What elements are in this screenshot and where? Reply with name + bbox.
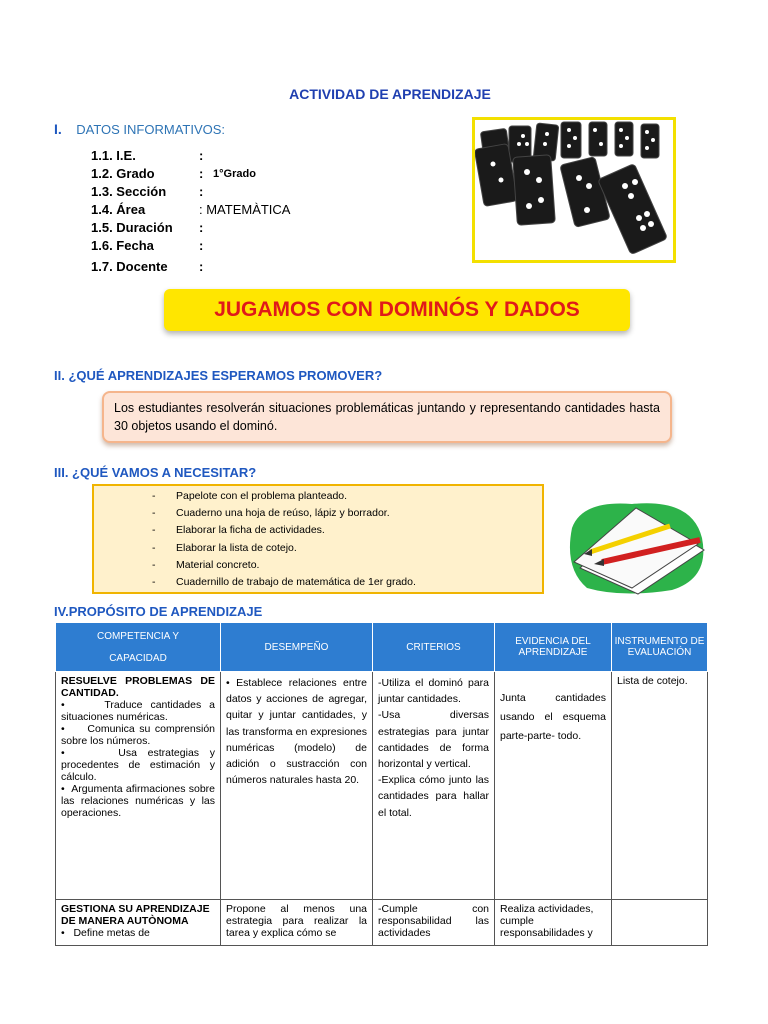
table-row [56, 672, 708, 900]
info-key: 1.3. Sección [91, 184, 167, 199]
list-item: • Define metas de [61, 927, 150, 939]
document-title: ACTIVIDAD DE APRENDIZAJE [289, 86, 491, 102]
info-colon: : [199, 184, 204, 199]
section-number: I. [54, 121, 62, 137]
list-item: • Comunica su comprensión sobre los números. [61, 723, 215, 747]
section-datos-informativos [54, 121, 225, 139]
cell-evidencia: Realiza actividades, cumple responsabilidades y [495, 900, 612, 946]
header-evidencia: EVIDENCIA DEL APRENDIZAJE [495, 623, 612, 672]
info-key: 1.5. Duración [91, 220, 173, 235]
info-colon: : [199, 148, 204, 163]
table-row [56, 900, 708, 946]
cell-evidencia: Junta cantidades usando el esquema parte-parte- todo. [495, 672, 612, 900]
list-item: • Traduce cantidades a situaciones numéricas. [61, 699, 216, 723]
info-key: 1.1. I.E. [91, 148, 136, 163]
activity-title: JUGAMOS CON DOMINÓS Y DADOS [214, 298, 580, 321]
section-label: DATOS INFORMATIVOS: [76, 122, 226, 137]
cell-desempeno: Propone al menos una estrategia para realizar la tarea y explica cómo se [221, 900, 373, 946]
list-item: - Cuadernillo de trabajo de matemática de 1er grado. [152, 575, 416, 588]
dominoes-image [472, 117, 676, 263]
header-instrumento: INSTRUMENTO DE EVALUACIÓN [612, 623, 708, 672]
aprendizaje-box: Los estudiantes resolverán situaciones problemáticas juntando y representando cantidades hasta 30 objetos usando el dominó. [102, 391, 672, 443]
cell-competencia: GESTIONA SU APRENDIZAJE DE MANERA AUTÒNOMA • Define metas de [56, 900, 221, 946]
materials-list [94, 486, 542, 593]
info-value: : MATEMÀTICA [199, 202, 291, 217]
section-aprendizajes-heading: II. ¿QUÉ APRENDIZAJES ESPERAMOS PROMOVER? [54, 368, 383, 383]
list-item: • Argumenta afirmaciones sobre las relaciones numéricas y las operaciones. [61, 783, 215, 819]
info-key: 1.4. Área [91, 202, 146, 217]
list-item: - Material concreto. [152, 558, 260, 571]
cell-criterios: -Cumple con responsabilidad las actividades [373, 900, 495, 946]
cell-instrumento [612, 900, 708, 946]
cell-instrumento: Lista de cotejo. [612, 672, 708, 900]
info-key: 1.7. Docente [91, 259, 168, 274]
list-item: - Cuaderno una hoja de reúso, lápiz y borrador. [152, 507, 390, 520]
info-colon: : [199, 259, 204, 274]
list-item: - Elaborar la ficha de actividades. [152, 524, 325, 537]
info-colon: : [199, 220, 204, 235]
purpose-table [55, 622, 708, 946]
cell-criterios: -Utiliza el dominó para juntar cantidades. -Usa diversas estrategias para juntar cantidades de forma horizontal y vertical. -Explica cómo junto las cantidades para hallar el total. [373, 672, 495, 900]
cell-competencia: RESUELVE PROBLEMAS DE CANTIDAD. • Traduce cantidades a situaciones numéricas. • Comunica su comprensión sobre los números. • Usa estrategias y procedentes de estimación y cálculo. • Argumenta afirmaciones sobre las relaciones numéricas y las operaciones. [56, 672, 221, 900]
list-item: - Elaborar la lista de cotejo. [152, 541, 297, 554]
activity-banner [164, 289, 630, 331]
info-value: 1°Grado [213, 168, 256, 180]
materials-box [92, 484, 544, 594]
info-key: 1.6. Fecha [91, 238, 154, 253]
cell-desempeno: • Establece relaciones entre datos y acciones de agregar, quitar y juntar cantidades, y las transforma en expresiones numéricas (modelo) de adición o sustracción con números naturales hasta 20. [221, 672, 373, 900]
table-header-row [56, 623, 708, 672]
section-proposito-heading: IV.PROPÓSITO DE APRENDIZAJE [54, 604, 263, 619]
paper-pencils-image [562, 498, 712, 603]
dominoes-icon [475, 120, 673, 260]
header-competencia: COMPETENCIA Y CAPACIDAD [56, 623, 221, 672]
header-desempeno: DESEMPEÑO [221, 623, 373, 672]
list-item: • Usa estrategias y procedentes de estimación y cálculo. [61, 747, 216, 783]
pencils-icon [562, 498, 712, 598]
info-colon: : [199, 238, 204, 253]
header-criterios: CRITERIOS [373, 623, 495, 672]
info-key: 1.2. Grado [91, 166, 155, 181]
section-necesitar-heading: III. ¿QUÉ VAMOS A NECESITAR? [54, 465, 257, 480]
list-item: - Papelote con el problema planteado. [152, 490, 348, 502]
info-colon: : [199, 166, 204, 181]
